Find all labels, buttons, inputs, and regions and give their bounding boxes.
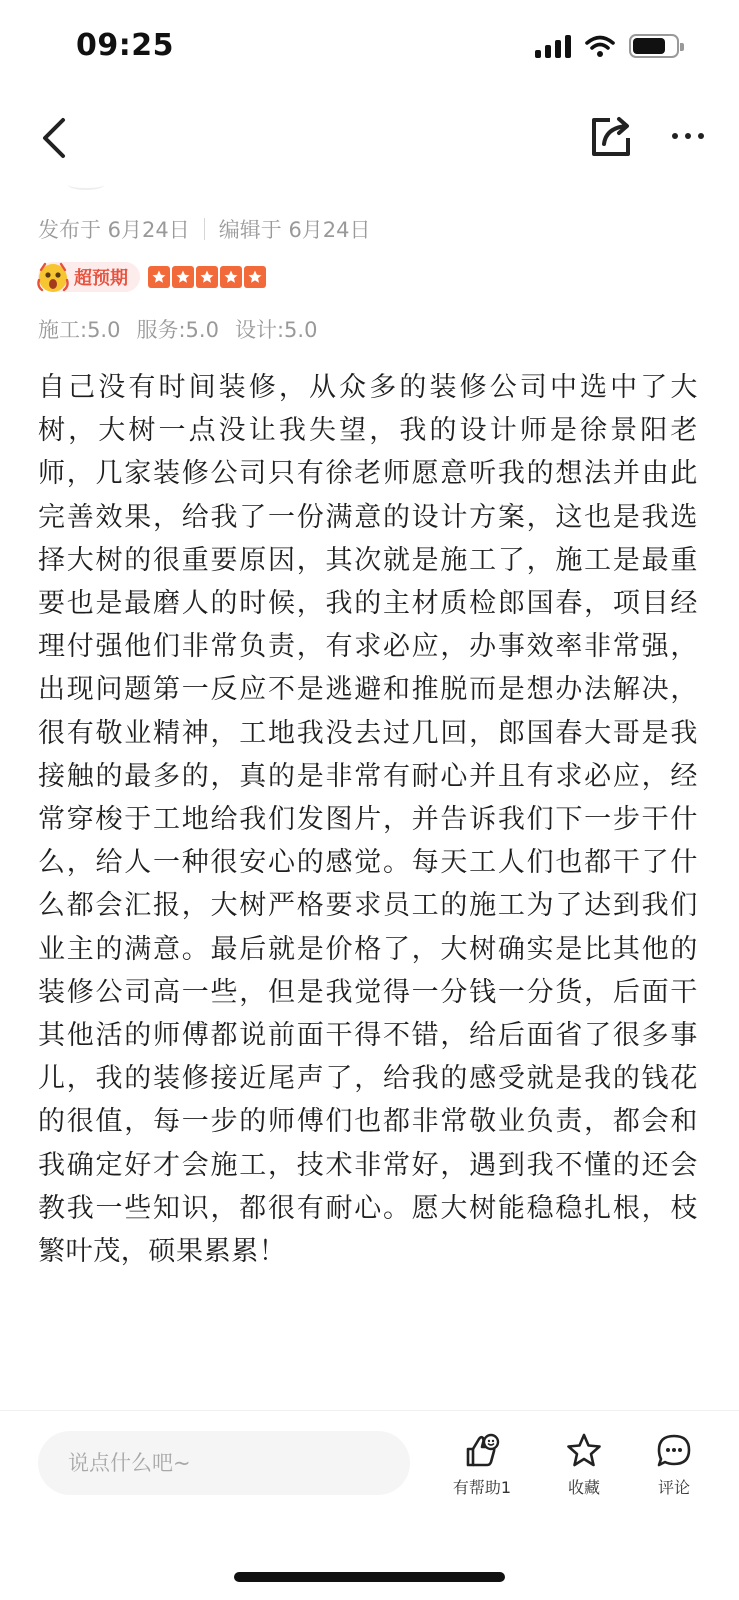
service-score: 服务:5.0 (136, 318, 219, 342)
home-indicator (234, 1572, 505, 1582)
edited-date: 编辑于 6月24日 (218, 218, 371, 242)
review-text: 自己没有时间装修，从众多的装修公司中选中了大树，大树一点没让我失望，我的设计师是徐景阳老师，几家装修公司只有徐老师愿意听我的想法并由此完善效果，给我了一份满意的设计方案，这也是我选择大树的很重要原因，其次就是施工了，施工是最重要也是最磨人的时候，我的主材质检郎国春，项目经理付强他们非常负责，有求必应，办事效率非常强，出现问题第一反应不是逃避和推脱而是想办法解决，很有敬业精神，工地我没去过几回，郎国春大哥是我接触的最多的，真的是非常有耐心并且有求必应，经常穿梭于工地给我们发图片，并告诉我们下一步干什么，给人一种很安心的感觉。每天工人们也都干了什么都会汇报，大树严格要求员工的施工为了达到我们业主的满意。最后就是价格了，大树确实是比其他的装修公司高一些，但是我觉得一分钱一分货，后面干其他活的师傅都说前面干得不错，给后面省了很多事儿，我的装修接近尾声了，给我的感受就是我的钱花的很值，每一步的师傅们也都非常敬业负责，都会和我确定好才会施工，技术非常好，遇到我不懂的还会教我一些知识，都很有耐心。愿大树能稳稳扎根，枝繁叶茂，硕果累累！ (38, 372, 698, 1268)
sub-scores (38, 314, 317, 344)
post-meta (38, 214, 371, 244)
construction-score: 施工:5.0 (38, 318, 121, 342)
more-options-button[interactable] (660, 112, 716, 160)
status-time: 09:25 (76, 28, 174, 63)
battery-icon (629, 34, 679, 58)
surprised-face-icon (36, 260, 70, 294)
thumbs-up-icon (462, 1431, 502, 1471)
helpful-label: 有帮助1 (452, 1478, 512, 1497)
cellular-signal-icon (535, 34, 571, 58)
more-dot (698, 133, 704, 139)
rating-star-icon (244, 266, 266, 288)
rating-star-icon (220, 266, 242, 288)
star-rating (148, 266, 266, 288)
comment-bubble-icon (654, 1431, 694, 1471)
rating-badge (38, 262, 140, 292)
back-button[interactable] (26, 110, 82, 166)
star-icon (564, 1431, 604, 1471)
wifi-icon (585, 34, 615, 58)
comment-button[interactable] (636, 1431, 712, 1498)
share-button[interactable] (588, 112, 636, 160)
design-score: 设计:5.0 (234, 318, 318, 342)
nav-bar (0, 100, 739, 180)
helpful-button[interactable] (444, 1431, 520, 1498)
status-icons (535, 34, 679, 58)
share-icon (588, 112, 636, 160)
rating-badge-label: 超预期 (74, 268, 128, 289)
favorite-label: 收藏 (567, 1478, 600, 1497)
more-dot (672, 133, 678, 139)
rating-star-icon (196, 266, 218, 288)
meta-divider (204, 218, 205, 240)
rating-row (38, 260, 266, 294)
favorite-button[interactable] (546, 1431, 622, 1498)
comment-label: 评论 (657, 1478, 690, 1497)
comment-input[interactable] (38, 1431, 410, 1495)
more-dot (685, 133, 691, 139)
rating-star-icon (172, 266, 194, 288)
chevron-left-icon (39, 116, 69, 160)
published-date: 发布于 6月24日 (38, 218, 190, 242)
rating-star-icon (148, 266, 170, 288)
status-bar (0, 0, 739, 100)
avatar (68, 180, 104, 190)
